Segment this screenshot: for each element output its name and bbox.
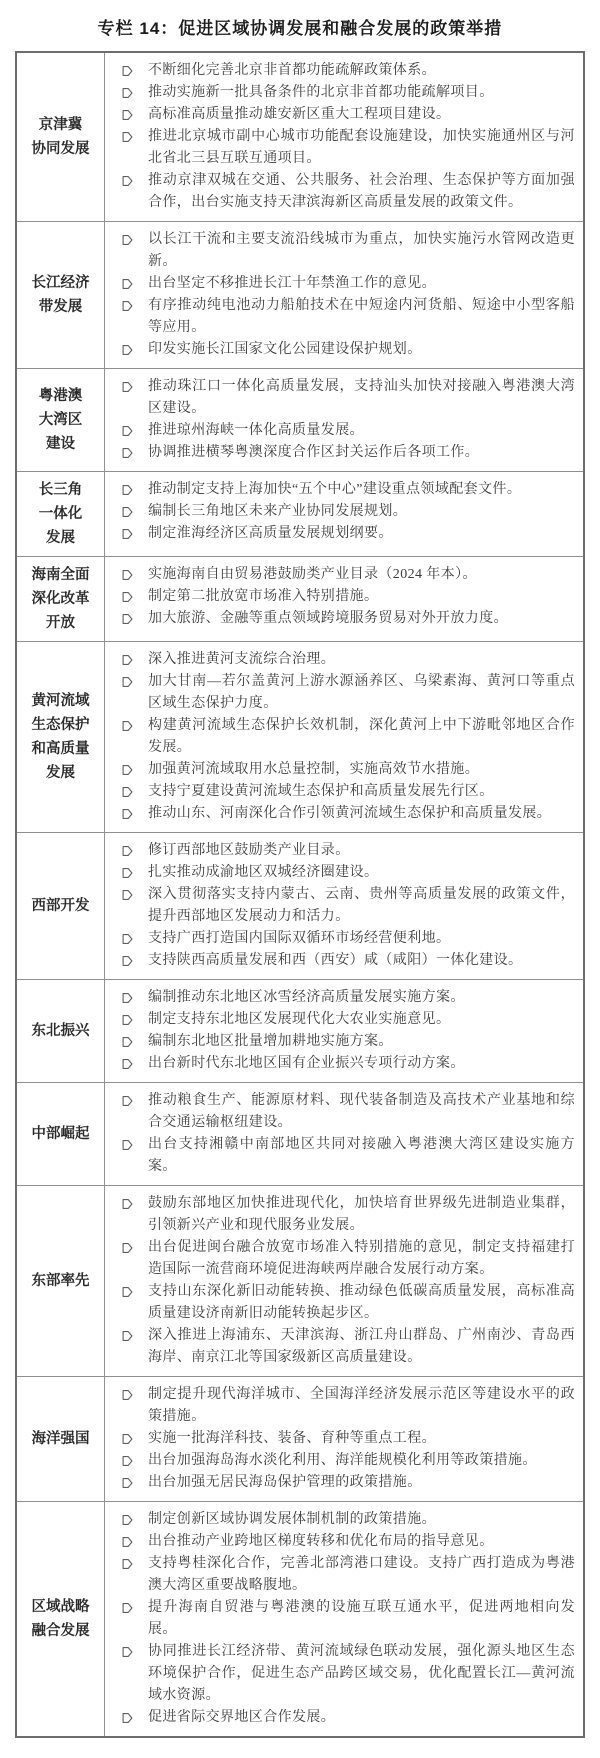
policy-item [105,1193,575,1237]
region-label-line: 京津冀 [38,117,83,133]
region-label-line: 带发展 [38,299,83,315]
region-cell [17,1502,105,1736]
policy-item [105,608,575,630]
table-row [17,1082,583,1185]
table-row [17,1501,583,1736]
arrow-bullet-icon [122,1389,133,1401]
policy-item-text: 加大旅游、金融等重点领域跨境服务贸易对外开放力度。 [148,611,508,626]
region-label-line: 区域战略 [31,1599,90,1615]
region-label-line: 发展 [46,530,75,546]
policy-item [105,1281,575,1325]
items-cell [105,222,583,368]
region-label-line: 大湾区 [38,412,83,428]
policy-item [105,715,575,759]
policy-item-text: 出台坚定不移推进长江十年禁渔工作的意见。 [148,276,436,291]
items-cell [105,833,583,979]
policy-item [105,479,575,501]
policy-item-text: 推动京津双城在交通、公共服务、社会治理、生态保护等方面加强合作，出台实施支持天津滨海新区高质量发展的政策文件。 [148,173,575,210]
arrow-bullet-icon [122,300,133,312]
policy-item [105,1531,575,1553]
policy-item [105,170,575,214]
page-title: 专栏 14：促进区域协调发展和融合发展的政策举措 [97,19,503,38]
arrow-bullet-icon [122,234,133,246]
table-row [17,221,583,368]
arrow-bullet-icon [122,528,133,540]
region-cell [17,557,105,641]
arrow-bullet-icon [122,808,133,820]
policy-item [105,1472,575,1494]
region-label-line: 黄河流域 [31,693,90,709]
policy-item [105,862,575,884]
arrow-bullet-icon [122,65,133,77]
policy-item [105,82,575,104]
arrow-bullet-icon [122,1036,133,1048]
items-cell [105,1377,583,1501]
policy-item [105,564,575,586]
policy-item-text: 不断细化完善北京非首都功能疏解政策体系。 [148,63,436,78]
policy-item [105,1009,575,1031]
policy-item-text: 深入推进黄河支流综合治理。 [148,652,336,667]
policy-item-text: 出台促进闽台融合放宽市场准入特别措施的意见，制定支持福建打造国际一流营商环境促进海峡两岸融合发展行动方案。 [148,1240,575,1277]
policy-item-text: 推动珠江口一体化高质量发展，支持汕头加快对接融入粤港澳大湾区建设。 [148,379,575,416]
arrow-bullet-icon [122,845,133,857]
arrow-bullet-icon [122,867,133,879]
policy-item [105,339,575,361]
policy-item [105,1428,575,1450]
policy-item-text: 实施海南自由贸易港鼓励类产业目录（2024 年本）。 [148,567,477,582]
policy-item-text: 出台加强无居民海岛保护管理的政策措施。 [148,1475,422,1490]
arrow-bullet-icon [122,786,133,798]
policy-item [105,229,575,273]
region-label-line: 中部崛起 [31,1126,90,1142]
policy-item-text: 扎实推动成渝地区双城经济圈建设。 [148,865,379,880]
arrow-bullet-icon [122,175,133,187]
region-label-line: 融合发展 [31,1623,90,1639]
policy-item-text: 支持宁夏建设黄河流域生态保护和高质量发展先行区。 [148,784,494,799]
policy-item-text: 以长江干流和主要支流沿线城市为重点，加快实施污水管网改造更新。 [148,232,575,269]
items-cell [105,557,583,641]
policy-item [105,501,575,523]
policy-table [15,51,585,1738]
policy-item [105,1509,575,1531]
arrow-bullet-icon [122,569,133,581]
policy-item-text: 推动山东、河南深化合作引领黄河流域生态保护和高质量发展。 [148,806,552,821]
policy-item [105,586,575,608]
items-cell [105,1083,583,1185]
arrow-bullet-icon [122,1558,133,1570]
region-label-line: 西部开发 [31,898,90,914]
arrow-bullet-icon [122,1477,133,1489]
policy-item-text: 编制推动东北地区冰雪经济高质量发展实施方案。 [148,990,465,1005]
arrow-bullet-icon [122,992,133,1004]
region-label-line: 东部率先 [31,1273,90,1289]
policy-item-text: 修订西部地区鼓励类产业目录。 [148,843,350,858]
table-row [17,556,583,641]
region-label-line: 长三角 [38,482,83,498]
policy-item-text: 支持广西打造国内国际双循环市场经营便利地。 [148,931,451,946]
arrow-bullet-icon [122,764,133,776]
policy-item-text: 出台推动产业跨地区梯度转移和优化布局的指导意见。 [148,1534,494,1549]
arrow-bullet-icon [122,1602,133,1614]
policy-item-text: 有序推动纯电池动力船舶技术在中短途内河货船、短途中小型客船等应用。 [148,298,575,335]
policy-item-text: 推进北京城市副中心城市功能配套设施建设，加快实施通州区与河北省北三县互联互通项目。 [148,129,575,166]
policy-item [105,1090,575,1134]
policy-item [105,1053,575,1075]
policy-item [105,104,575,126]
policy-item [105,781,575,803]
region-label-line: 东北振兴 [31,1023,90,1039]
policy-item-text: 推动粮食生产、能源原材料、现代装备制造及高技术产业基地和综合交通运输枢纽建设。 [148,1093,575,1130]
policy-item [105,803,575,825]
table-row [17,1376,583,1501]
region-label-line: 一体化 [38,506,83,522]
policy-item [105,60,575,82]
arrow-bullet-icon [122,447,133,459]
region-label-line: 海南全面 [31,567,90,583]
region-cell [17,833,105,979]
arrow-bullet-icon [122,484,133,496]
policy-item [105,1641,575,1707]
arrow-bullet-icon [122,425,133,437]
region-label-line: 协同发展 [31,141,90,157]
policy-item [105,840,575,862]
table-row [17,832,583,979]
policy-item [105,1134,575,1178]
arrow-bullet-icon [122,1095,133,1107]
policy-item-text: 出台支持湘赣中南部地区共同对接融入粤港澳大湾区建设实施方案。 [148,1137,575,1174]
policy-item-text: 支持陕西高质量发展和西（西安）咸（咸阳）一体化建设。 [148,953,523,968]
region-cell [17,1083,105,1185]
policy-item [105,1707,575,1729]
arrow-bullet-icon [122,87,133,99]
policy-item-text: 协同推进长江经济带、黄河流域绿色联动发展，强化源头地区生态环境保护合作，促进生态产品跨区域交易，优化配置长江—黄河流域水资源。 [148,1644,575,1703]
arrow-bullet-icon [122,1330,133,1342]
policy-item [105,1553,575,1597]
arrow-bullet-icon [122,654,133,666]
policy-item [105,420,575,442]
region-label-line: 发展 [46,765,75,781]
policy-item-text: 推动实施新一批具备条件的北京非首都功能疏解项目。 [148,85,494,100]
policy-item [105,987,575,1009]
policy-item [105,126,575,170]
policy-item [105,928,575,950]
policy-item [105,950,575,972]
items-cell [105,642,583,832]
region-label-line: 开放 [46,615,75,631]
arrow-bullet-icon [122,1536,133,1548]
arrow-bullet-icon [122,1712,133,1724]
items-cell [105,1186,583,1376]
policy-item-text: 高标准高质量推动雄安新区重大工程项目建设。 [148,107,451,122]
policy-item-text: 构建黄河流域生态保护长效机制，深化黄河上中下游毗邻地区合作发展。 [148,718,575,755]
policy-item [105,649,575,671]
region-cell [17,1377,105,1501]
policy-item [105,759,575,781]
arrow-bullet-icon [122,1139,133,1151]
arrow-bullet-icon [122,344,133,356]
arrow-bullet-icon [122,1646,133,1658]
policy-item-text: 制定创新区域协调发展体制机制的政策措施。 [148,1512,436,1527]
policy-item-text: 推进琼州海峡一体化高质量发展。 [148,423,364,438]
table-row [17,979,583,1082]
policy-item-text: 编制东北地区批量增加耕地实施方案。 [148,1034,393,1049]
policy-item-text: 编制长三角地区未来产业协同发展规划。 [148,504,408,519]
policy-item-text: 实施一批海洋科技、装备、育种等重点工程。 [148,1431,436,1446]
arrow-bullet-icon [122,591,133,603]
region-label-line: 粤港澳 [38,388,83,404]
policy-item [105,671,575,715]
arrow-bullet-icon [122,1014,133,1026]
arrow-bullet-icon [122,676,133,688]
policy-item-text: 深入贯彻落实支持内蒙古、云南、贵州等高质量发展的政策文件，提升西部地区发展动力和活力。 [148,887,575,924]
table-row [17,471,583,556]
region-cell [17,980,105,1082]
policy-item [105,273,575,295]
arrow-bullet-icon [122,506,133,518]
arrow-bullet-icon [122,955,133,967]
table-row [17,1185,583,1376]
policy-item-text: 促进省际交界地区合作发展。 [148,1710,336,1725]
arrow-bullet-icon [122,613,133,625]
region-cell [17,53,105,221]
table-row [17,368,583,471]
policy-item [105,442,575,464]
region-label-line: 长江经济 [31,275,90,291]
region-label-line: 海洋强国 [31,1431,90,1447]
region-cell [17,1186,105,1376]
arrow-bullet-icon [122,1058,133,1070]
region-label-line: 生态保护 [31,717,90,733]
region-cell [17,472,105,556]
policy-item-text: 出台加强海岛海水淡化利用、海洋能规模化利用等政策措施。 [148,1453,537,1468]
arrow-bullet-icon [122,278,133,290]
policy-item [105,523,575,545]
items-cell [105,53,583,221]
policy-item [105,1597,575,1641]
items-cell [105,1502,583,1736]
arrow-bullet-icon [122,109,133,121]
arrow-bullet-icon [122,933,133,945]
region-cell [17,642,105,832]
policy-item [105,1031,575,1053]
policy-item-text: 协调推进横琴粤澳深度合作区封关运作后各项工作。 [148,445,480,460]
policy-item-text: 制定提升现代海洋城市、全国海洋经济发展示范区等建设水平的政策措施。 [148,1387,575,1424]
arrow-bullet-icon [122,1242,133,1254]
arrow-bullet-icon [122,720,133,732]
arrow-bullet-icon [122,1286,133,1298]
region-label-line: 深化改革 [31,591,90,607]
policy-item-text: 加大甘南—若尔盖黄河上游水源涵养区、乌梁素海、黄河口等重点区域生态保护力度。 [148,674,575,711]
arrow-bullet-icon [122,131,133,143]
policy-item-text: 制定支持东北地区发展现代化大农业实施意见。 [148,1012,451,1027]
arrow-bullet-icon [122,1514,133,1526]
policy-item [105,1450,575,1472]
policy-item [105,1325,575,1369]
arrow-bullet-icon [122,381,133,393]
policy-item-text: 支持山东深化新旧动能转换、推动绿色低碳高质量发展，高标准高质量建设济南新旧动能转换起步区。 [148,1284,575,1321]
policy-item [105,1384,575,1428]
policy-item-text: 加强黄河流域取用水总量控制，实施高效节水措施。 [148,762,480,777]
region-label-line: 建设 [46,436,75,452]
policy-item [105,1237,575,1281]
region-cell [17,222,105,368]
policy-item-text: 支持粤桂深化合作，完善北部湾港口建设。支持广西打造成为粤港澳大湾区重要战略腹地。 [148,1556,575,1593]
policy-item-text: 出台新时代东北地区国有企业振兴专项行动方案。 [148,1056,465,1071]
policy-item-text: 制定淮海经济区高质量发展规划纲要。 [148,526,393,541]
arrow-bullet-icon [122,1198,133,1210]
policy-item-text: 制定第二批放宽市场准入特别措施。 [148,589,379,604]
policy-item [105,884,575,928]
policy-item-text: 推动制定支持上海加快“五个中心”建设重点领域配套文件。 [148,482,522,497]
items-cell [105,369,583,471]
arrow-bullet-icon [122,1455,133,1467]
region-label-line: 和高质量 [31,741,90,757]
region-cell [17,369,105,471]
policy-item-text: 鼓励东部地区加快推进现代化，加快培育世界级先进制造业集群，引领新兴产业和现代服务业发展。 [148,1196,575,1233]
policy-item [105,295,575,339]
policy-item-text: 提升海南自贸港与粤港澳的设施互联互通水平，促进两地相向发展。 [148,1600,575,1637]
table-row [17,53,583,221]
items-cell [105,472,583,556]
items-cell [105,980,583,1082]
arrow-bullet-icon [122,889,133,901]
table-row [17,641,583,832]
policy-item-text: 印发实施长江国家文化公园建设保护规划。 [148,342,422,357]
policy-item-text: 深入推进上海浦东、天津滨海、浙江舟山群岛、广州南沙、青岛西海岸、南京江北等国家级新区高质量建设。 [148,1328,575,1365]
arrow-bullet-icon [122,1433,133,1445]
policy-item [105,376,575,420]
